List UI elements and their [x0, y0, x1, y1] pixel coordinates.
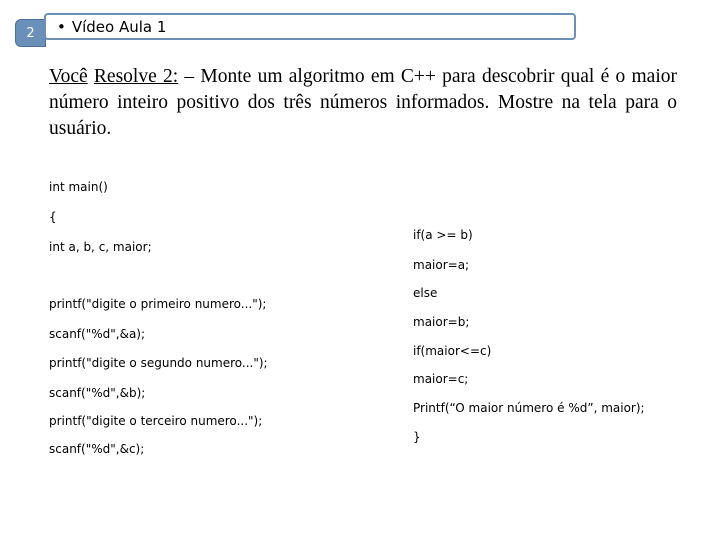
code-line: printf("digite o terceiro numero..."); [49, 414, 263, 428]
code-line: maior=a; [413, 258, 470, 272]
bullet-icon: • [57, 17, 66, 36]
header-bar [44, 13, 576, 40]
code-line: else [413, 286, 438, 300]
code-line: scanf("%d",&b); [49, 386, 146, 400]
code-line: printf("digite o primeiro numero..."); [49, 297, 267, 311]
code-line: int main() [49, 180, 108, 194]
code-line: scanf("%d",&c); [49, 442, 145, 456]
slide-number: 2 [26, 25, 35, 41]
code-line: } [413, 430, 421, 444]
code-line: Printf(“O maior número é %d”, maior); [413, 401, 645, 415]
slide-title: Vídeo Aula 1 [71, 17, 167, 36]
code-line: if(a >= b) [413, 228, 473, 242]
code-line: { [49, 210, 57, 224]
exercise-prompt [49, 64, 677, 142]
code-line: maior=b; [413, 315, 470, 329]
code-line: printf("digite o segundo numero..."); [49, 356, 268, 370]
exercise-label-part1: Você [49, 66, 88, 87]
code-line: if(maior<=c) [413, 344, 492, 358]
code-line: maior=c; [413, 372, 469, 386]
exercise-text: – Monte um algoritmo em C++ para descobrir qual é o maior número inteiro positivo dos três números informados. Mostre na tela para o usuário. [49, 66, 678, 139]
exercise-label-part2: Resolve 2: [93, 66, 179, 87]
slide-number-badge [15, 19, 46, 47]
code-line: scanf("%d",&a); [49, 327, 146, 341]
code-line: int a, b, c, maior; [49, 240, 152, 254]
